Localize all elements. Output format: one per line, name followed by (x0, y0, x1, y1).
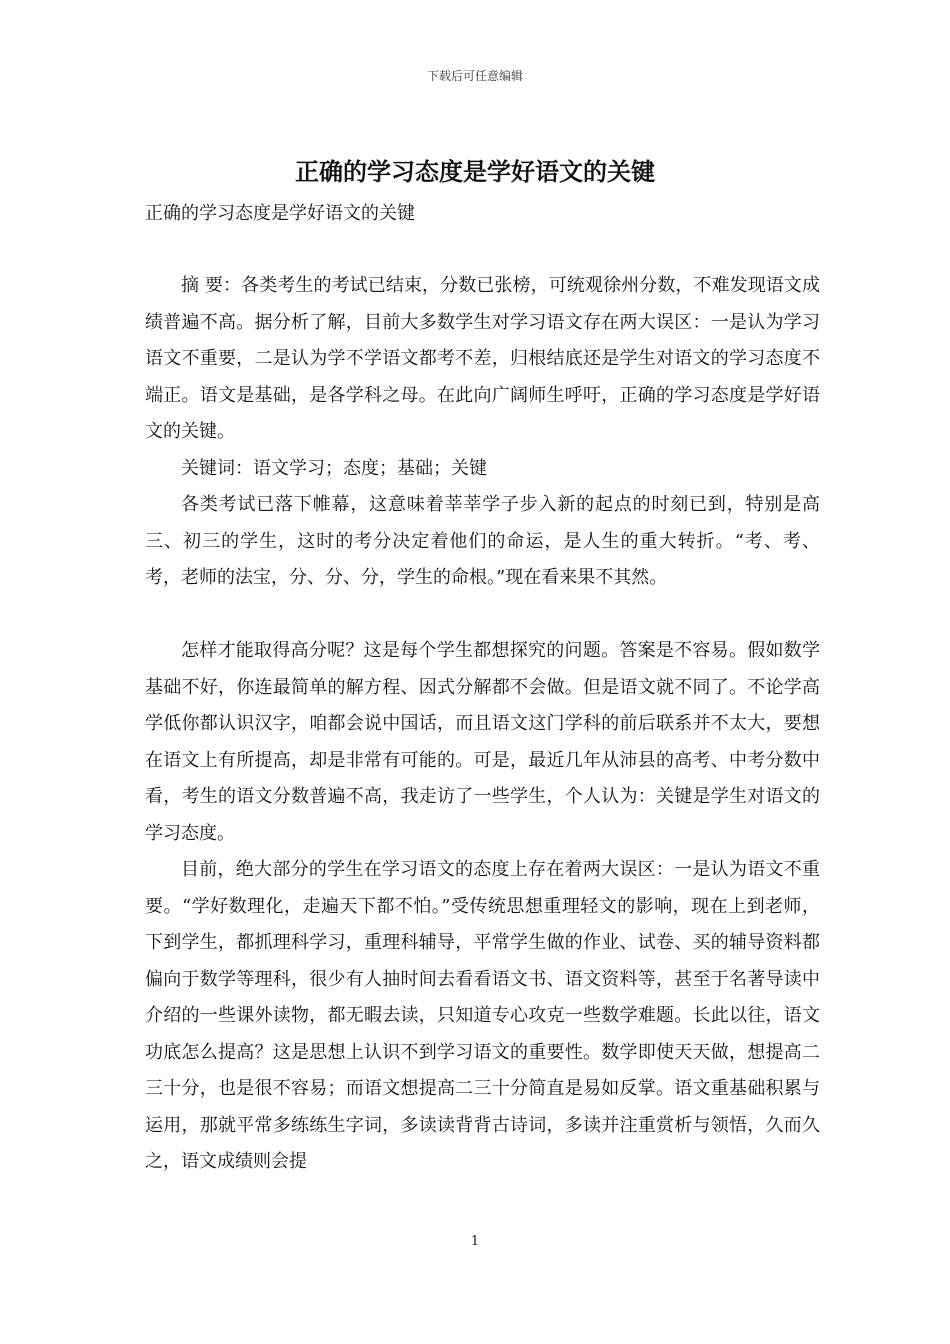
document-title: 正确的学习态度是学好语文的关键 (295, 157, 655, 186)
blank-line (145, 597, 820, 634)
document-body (145, 196, 820, 1181)
blank-line (145, 232, 820, 268)
keywords-paragraph: 关键词：语文学习；态度；基础；关键 (181, 457, 487, 479)
document-subtitle: 正确的学习态度是学好语文的关键 (145, 203, 415, 224)
body-paragraph-3: 目前，绝大部分的学生在学习语文的态度上存在着两大误区：一是认为语文不重要。“学好数理化，走遍天下都不怕。”受传统思想重理轻文的影响，现在上到老师，下到学生，都抓理科学习，重理科辅导，平常学生做的作业、试卷、买的辅导资料都偏向于数学等理科，很少有人抽时间去看看语文书、语文资料等，甚至于名著导读中介绍的一些课外读物，都无暇去读，只知道专心攻克一些数学难题。长此以往，语文功底怎么提高？这是思想上认识不到学习语文的重要性。数学即使天天做，想提高二三十分，也是很不容易；而语文想提高二三十分简直是易如反掌。语文重基础积累与运用，那就平常多练练生字词，多读读背背古诗词，多读并注重赏析与领悟，久而久之，语文成绩则会提 (145, 859, 820, 1172)
abstract-paragraph: 摘 要：各类考生的考试已结束，分数已张榜，可统观徐州分数，不难发现语文成绩普遍不高。据分析了解，目前大多数学生对学习语文存在两大误区：一是认为学习语文不重要，二是认为学不学语文都考不差，归根结底还是学生对语文的学习态度不端正。语文是基础，是各学科之母。在此向广阔师生呼吁，正确的学习态度是学好语文的关键。 (145, 275, 820, 442)
body-paragraph-2: 怎样才能取得高分呢？这是每个学生都想探究的问题。答案是不容易。假如数学基础不好，你连最简单的解方程、因式分解都不会做。但是语文就不同了。不论学高学低你都认识汉字，咱都会说中国话，而且语文这门学科的前后联系并不太大，要想在语文上有所提高，却是非常有可能的。可是，最近几年从沛县的高考、中考分数中看，考生的语文分数普遍不高，我走访了一些学生，个人认为：关键是学生对语文的学习态度。 (145, 640, 820, 844)
header-note: 下载后可任意编辑 (426, 69, 523, 83)
page-number: 1 (470, 1234, 480, 1249)
body-paragraph-1: 各类考试已落下帷幕，这意味着莘莘学子步入新的起点的时刻已到，特别是高三、初三的学生，这时的考分决定着他们的命运，是人生的重大转折。“考、考、考，老师的法宝，分、分、分，学生的命根。”现在看来果不其然。 (145, 494, 820, 588)
